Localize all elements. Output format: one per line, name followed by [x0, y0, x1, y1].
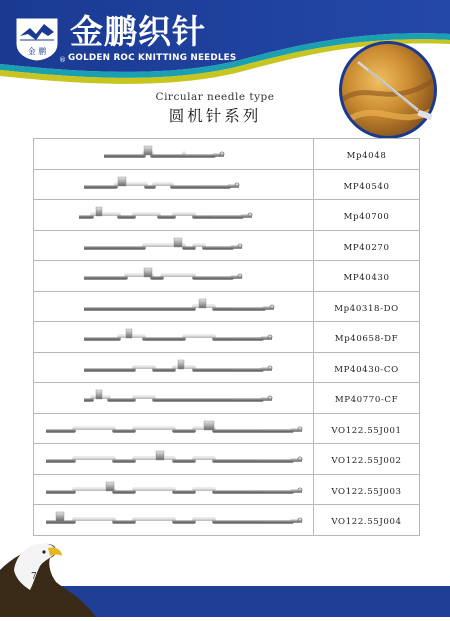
brand-name: 金鹏织针	[70, 12, 206, 51]
needle-code: Mp40700	[343, 212, 390, 223]
needle-row	[33, 231, 420, 262]
needle-image	[34, 414, 314, 444]
section-title-chinese: 圆机针系列	[168, 107, 262, 125]
needle-image	[34, 231, 314, 261]
eagle-mascot	[0, 530, 100, 617]
needle-code: VO122.55J003	[331, 486, 402, 497]
needle-row	[33, 383, 420, 414]
needle-row	[33, 292, 420, 323]
needle-code: MP40430	[343, 273, 390, 284]
needle-image	[34, 475, 314, 505]
needle-image	[34, 261, 314, 291]
needle-row	[33, 261, 420, 292]
golden-roc-logo	[14, 14, 60, 62]
needle-row	[33, 353, 420, 384]
section-title-english: Circular needle type	[155, 91, 275, 103]
needle-code: Mp40318-DO	[334, 303, 399, 314]
needle-image	[34, 139, 314, 169]
needle-code: VO122.55J001	[331, 425, 402, 436]
registered-mark: ®	[59, 56, 66, 64]
needle-code: MP40270	[343, 242, 390, 253]
needle-code: VO122.55J004	[331, 517, 402, 528]
needle-image	[34, 353, 314, 383]
needle-code: Mp4048	[346, 151, 387, 162]
needle-code: MP40770-CF	[334, 395, 399, 406]
needle-code: MP40540	[343, 181, 390, 192]
needle-code: VO122.55J002	[331, 456, 402, 467]
needle-table	[33, 138, 420, 536]
needle-image	[34, 292, 314, 322]
needle-code: MP40430-CO	[334, 364, 399, 375]
needle-row	[33, 414, 420, 445]
needle-image	[34, 170, 314, 200]
needle-image	[34, 322, 314, 352]
needle-row	[33, 139, 420, 170]
svg-text:金 鹏: 金 鹏	[27, 47, 47, 56]
needle-row	[33, 200, 420, 231]
page-number: 7	[31, 572, 37, 582]
needle-row	[33, 322, 420, 353]
needle-image	[34, 444, 314, 474]
needle-image	[34, 200, 314, 230]
brand-subtitle: GOLDEN ROC KNITTING NEEDLES	[68, 53, 237, 63]
needle-row	[33, 444, 420, 475]
needle-row	[33, 475, 420, 506]
needle-code: Mp40658-DF	[334, 334, 399, 345]
needle-row	[33, 170, 420, 201]
needle-image	[34, 383, 314, 413]
